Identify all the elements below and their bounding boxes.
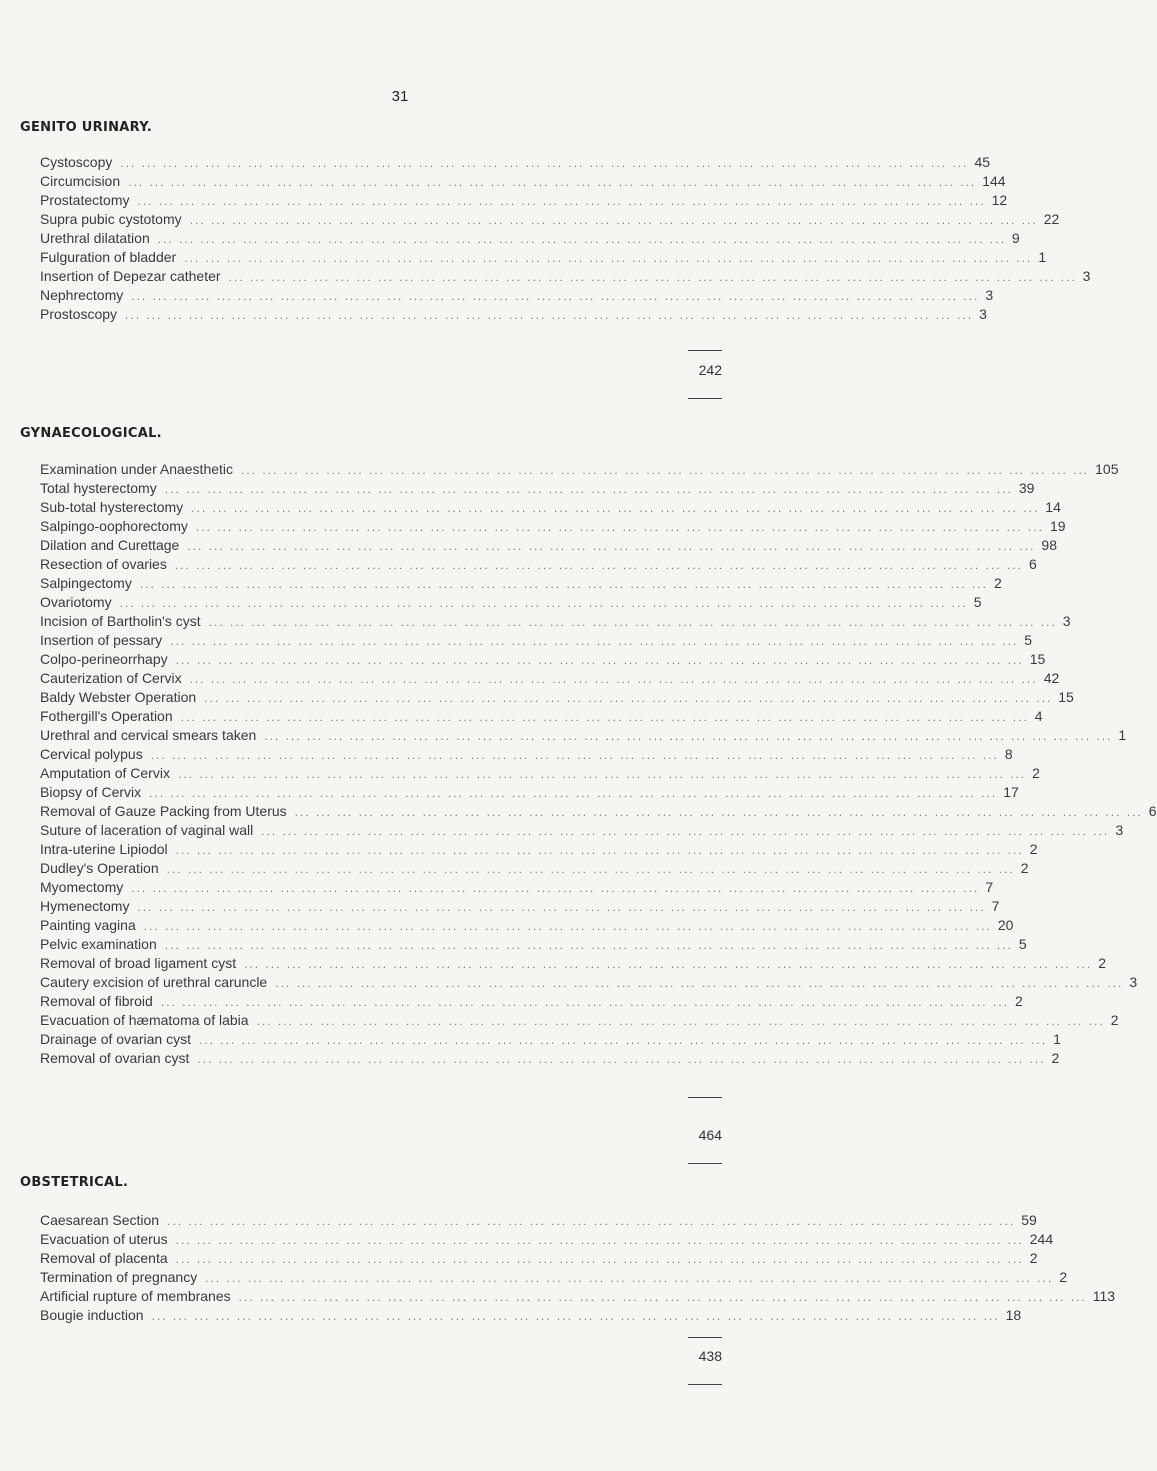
list-item [40,1211,1037,1230]
leader-dots: ... ... ... ... ... ... ... ... ... ... ... ... ... ... ... ... ... ... ... ... ... ... ... ... ... ... ... ... ... ... ... ... ... ... ... ... ... ... ... ... [294,805,1143,819]
item-count: 3 [985,287,994,303]
item-label: Fothergill's Operation [40,708,173,724]
item-count: 15 [1058,689,1074,705]
item-count: 2 [1029,1250,1038,1266]
list-item [40,612,1071,631]
item-label: Nephrectomy [40,287,124,303]
item-count: 2 [1051,1050,1060,1066]
leader-dots: ... ... ... ... ... ... ... ... ... ... ... ... ... ... ... ... ... ... ... ... ... ... ... ... ... ... ... ... ... ... ... ... ... ... ... ... ... ... ... ... [244,957,1093,971]
item-label: Incision of Bartholin's cyst [40,613,201,629]
leader-dots: ... ... ... ... ... ... ... ... ... ... ... ... ... ... ... ... ... ... ... ... ... ... ... ... ... ... ... ... ... ... ... ... ... ... ... ... ... ... ... ... [157,232,1006,246]
list-item [40,878,994,897]
list-item [40,305,987,324]
item-label: Evacuation of hæmatoma of labia [40,1012,249,1028]
item-count: 18 [1005,1307,1022,1323]
total-underline [688,398,722,399]
item-count: 244 [1029,1231,1054,1247]
item-label: Biopsy of Cervix [40,784,142,800]
item-count: 105 [1095,461,1119,477]
item-count: 12 [991,192,1008,208]
list-item [40,191,1008,210]
leader-dots: ... ... ... ... ... ... ... ... ... ... ... ... ... ... ... ... ... ... ... ... ... ... ... ... ... ... ... ... ... ... ... ... ... ... ... ... ... ... ... ... [264,729,1113,743]
list-item [40,479,1035,498]
item-count: 1 [1118,727,1127,743]
leader-dots: ... ... ... ... ... ... ... ... ... ... ... ... ... ... ... ... ... ... ... ... ... ... ... ... ... ... ... ... ... ... ... ... ... ... ... ... ... ... ... ... [177,767,1027,781]
list-item [40,669,1060,688]
item-label: Examination under Anaesthetic [40,461,234,477]
total-underline [688,1384,722,1385]
leader-dots: ... ... ... ... ... ... ... ... ... ... ... ... ... ... ... ... ... ... ... ... ... ... ... ... ... ... ... ... ... ... ... ... ... ... ... ... ... ... ... ... [191,501,1040,515]
list-item [40,802,1157,821]
leader-dots: ... ... ... ... ... ... ... ... ... ... ... ... ... ... ... ... ... ... ... ... ... ... ... ... ... ... ... ... ... ... ... ... ... ... ... ... ... ... ... ... [189,672,1038,686]
item-count: 1 [1038,249,1047,265]
leader-dots: ... ... ... ... ... ... ... ... ... ... ... ... ... ... ... ... ... ... ... ... ... ... ... ... ... ... ... ... ... ... ... ... ... ... ... ... ... ... ... ... [275,976,1124,990]
section-total: 464 [698,1127,722,1143]
item-label: Evacuation of uterus [40,1231,168,1247]
item-label: Total hysterectomy [40,480,157,496]
item-label: Ovariotomy [40,594,112,610]
leader-dots: ... ... ... ... ... ... ... ... ... ... ... ... ... ... ... ... ... ... ... ... ... ... ... ... ... ... ... ... ... ... ... ... ... ... ... ... ... ... ... ... [131,881,980,895]
item-label: Cystoscopy [40,154,113,170]
list-item [40,1249,1038,1268]
item-label: Drainage of ovarian cyst [40,1031,191,1047]
leader-dots: ... ... ... ... ... ... ... ... ... ... ... ... ... ... ... ... ... ... ... ... ... ... ... ... ... ... ... ... ... ... ... ... ... ... ... ... ... ... ... ... [228,270,1077,284]
list-item [40,1287,1116,1306]
item-label: Insertion of pessary [40,632,163,648]
item-label: Prostatectomy [40,192,130,208]
item-count: 6 [1148,803,1157,819]
item-label: Cauterization of Cervix [40,670,182,686]
item-label: Dilation and Curettage [40,537,180,553]
leader-dots: ... ... ... ... ... ... ... ... ... ... ... ... ... ... ... ... ... ... ... ... ... ... ... ... ... ... ... ... ... ... ... ... ... ... ... ... ... ... ... ... [167,1214,1016,1228]
item-count: 5 [973,594,982,610]
item-count: 20 [997,917,1014,933]
leader-dots: ... ... ... ... ... ... ... ... ... ... ... ... ... ... ... ... ... ... ... ... ... ... ... ... ... ... ... ... ... ... ... ... ... ... ... ... ... ... ... ... [189,213,1038,227]
subtotal-rule [688,1337,722,1338]
item-count: 45 [974,154,991,170]
item-list [40,460,1157,1068]
leader-dots: ... ... ... ... ... ... ... ... ... ... ... ... ... ... ... ... ... ... ... ... ... ... ... ... ... ... ... ... ... ... ... ... ... ... ... ... ... ... ... ... [170,634,1019,648]
list-item [40,916,1014,935]
item-count: 8 [1004,746,1013,762]
leader-dots: ... ... ... ... ... ... ... ... ... ... ... ... ... ... ... ... ... ... ... ... ... ... ... ... ... ... ... ... ... ... ... ... ... ... ... ... ... ... ... ... [184,251,1033,265]
leader-dots: ... ... ... ... ... ... ... ... ... ... ... ... ... ... ... ... ... ... ... ... ... ... ... ... ... ... ... ... ... ... ... ... ... ... ... ... ... ... ... ... [198,1033,1048,1047]
leader-dots: ... ... ... ... ... ... ... ... ... ... ... ... ... ... ... ... ... ... ... ... ... ... ... ... ... ... ... ... ... ... ... ... ... ... ... ... ... ... ... ... [164,938,1013,952]
leader-dots: ... ... ... ... ... ... ... ... ... ... ... ... ... ... ... ... ... ... ... ... ... ... ... ... ... ... ... ... ... ... ... ... ... ... ... ... ... ... ... ... [208,615,1057,629]
item-count: 2 [1020,860,1029,876]
leader-dots: ... ... ... ... ... ... ... ... ... ... ... ... ... ... ... ... ... ... ... ... ... ... ... ... ... ... ... ... ... ... ... ... ... ... ... ... ... ... ... ... [151,1309,1000,1323]
list-item [40,555,1037,574]
list-item [40,707,1043,726]
list-item [40,536,1057,555]
list-item [40,460,1119,479]
item-count: 2 [993,575,1002,591]
section-total: 438 [698,1348,722,1364]
item-list [40,1211,1116,1325]
leader-dots: ... ... ... ... ... ... ... ... ... ... ... ... ... ... ... ... ... ... ... ... ... ... ... ... ... ... ... ... ... ... ... ... ... ... ... ... ... ... ... ... [166,862,1015,876]
item-count: 3 [1062,613,1071,629]
item-count: 4 [1034,708,1043,724]
list-item [40,954,1106,973]
list-item [40,153,991,172]
item-label: Circumcision [40,173,121,189]
item-label: Amputation of Cervix [40,765,170,781]
item-label: Cervical polypus [40,746,143,762]
list-item [40,1049,1060,1068]
item-label: Urethral dilatation [40,230,150,246]
list-item [40,248,1047,267]
leader-dots: ... ... ... ... ... ... ... ... ... ... ... ... ... ... ... ... ... ... ... ... ... ... ... ... ... ... ... ... ... ... ... ... ... ... ... ... ... ... ... ... [197,1052,1046,1066]
list-item [40,726,1127,745]
leader-dots: ... ... ... ... ... ... ... ... ... ... ... ... ... ... ... ... ... ... ... ... ... ... ... ... ... ... ... ... ... ... ... ... ... ... ... ... ... ... ... ... [125,308,974,322]
leader-dots: ... ... ... ... ... ... ... ... ... ... ... ... ... ... ... ... ... ... ... ... ... ... ... ... ... ... ... ... ... ... ... ... ... ... ... ... ... ... ... ... [160,995,1009,1009]
item-label: Prostoscopy [40,306,118,322]
list-item [40,1268,1068,1287]
item-count: 3 [1129,974,1138,990]
item-label: Pelvic examination [40,936,157,952]
list-item [40,897,1000,916]
list-item [40,286,994,305]
list-item [40,840,1038,859]
list-item [40,688,1074,707]
total-underline [688,1163,722,1164]
item-count: 7 [991,898,1000,914]
leader-dots: ... ... ... ... ... ... ... ... ... ... ... ... ... ... ... ... ... ... ... ... ... ... ... ... ... ... ... ... ... ... ... ... ... ... ... ... ... ... ... ... [195,520,1044,534]
item-label: Salpingectomy [40,575,132,591]
item-count: 15 [1029,651,1046,667]
list-item [40,631,1033,650]
item-count: 2 [1110,1012,1119,1028]
item-count: 17 [1003,784,1019,800]
subtotal-rule [688,350,722,351]
list-item [40,574,1002,593]
item-count: 2 [1098,955,1106,971]
leader-dots: ... ... ... ... ... ... ... ... ... ... ... ... ... ... ... ... ... ... ... ... ... ... ... ... ... ... ... ... ... ... ... ... ... ... ... ... ... ... ... ... [204,691,1053,705]
item-count: 19 [1049,518,1066,534]
item-label: Salpingo-oophorectomy [40,518,188,534]
item-count: 3 [979,306,987,322]
subtotal-rule [688,1097,722,1098]
item-label: Insertion of Depezar catheter [40,268,221,284]
leader-dots: ... ... ... ... ... ... ... ... ... ... ... ... ... ... ... ... ... ... ... ... ... ... ... ... ... ... ... ... ... ... ... ... ... ... ... ... ... ... ... ... [205,1271,1054,1285]
list-item [40,1230,1054,1249]
item-label: Cautery excision of urethral caruncle [40,974,268,990]
item-count: 1 [1053,1031,1061,1047]
item-label: Bougie induction [40,1307,144,1323]
item-count: 6 [1028,556,1037,572]
item-label: Removal of ovarian cyst [40,1050,190,1066]
list-item [40,935,1027,954]
leader-dots: ... ... ... ... ... ... ... ... ... ... ... ... ... ... ... ... ... ... ... ... ... ... ... ... ... ... ... ... ... ... ... ... ... ... ... ... ... ... ... ... [150,748,999,762]
item-count: 14 [1045,499,1061,515]
list-item [40,992,1023,1011]
leader-dots: ... ... ... ... ... ... ... ... ... ... ... ... ... ... ... ... ... ... ... ... ... ... ... ... ... ... ... ... ... ... ... ... ... ... ... ... ... ... ... ... [175,1233,1024,1247]
leader-dots: ... ... ... ... ... ... ... ... ... ... ... ... ... ... ... ... ... ... ... ... ... ... ... ... ... ... ... ... ... ... ... ... ... ... ... ... ... ... ... ... [175,1252,1024,1266]
leader-dots: ... ... ... ... ... ... ... ... ... ... ... ... ... ... ... ... ... ... ... ... ... ... ... ... ... ... ... ... ... ... ... ... ... ... ... ... ... ... ... ... [149,786,998,800]
list-item [40,172,1006,191]
leader-dots: ... ... ... ... ... ... ... ... ... ... ... ... ... ... ... ... ... ... ... ... ... ... ... ... ... ... ... ... ... ... ... ... ... ... ... ... ... ... ... ... [137,194,986,208]
item-label: Painting vagina [40,917,136,933]
item-label: Resection of ovaries [40,556,167,572]
item-label: Sub-total hysterectomy [40,499,184,515]
item-count: 2 [1032,765,1040,781]
list-item [40,267,1091,286]
item-label: Removal of broad ligament cyst [40,955,237,971]
section-heading: GYNAECOLOGICAL. [20,426,162,441]
item-count: 39 [1018,480,1035,496]
list-item [40,498,1061,517]
item-label: Fulguration of bladder [40,249,177,265]
item-count: 5 [1024,632,1033,648]
item-count: 98 [1041,537,1057,553]
leader-dots: ... ... ... ... ... ... ... ... ... ... ... ... ... ... ... ... ... ... ... ... ... ... ... ... ... ... ... ... ... ... ... ... ... ... ... ... ... ... ... ... [187,539,1036,553]
item-label: Urethral and cervical smears taken [40,727,257,743]
section-heading: GENITO URINARY. [20,120,153,135]
item-count: 42 [1043,670,1060,686]
list-item [40,650,1046,669]
section-total: 242 [698,362,722,378]
leader-dots: ... ... ... ... ... ... ... ... ... ... ... ... ... ... ... ... ... ... ... ... ... ... ... ... ... ... ... ... ... ... ... ... ... ... ... ... ... ... ... ... [164,482,1013,496]
item-label: Hymenectomy [40,898,130,914]
item-label: Suture of laceration of vaginal wall [40,822,254,838]
list-item [40,745,1013,764]
list-item [40,593,982,612]
item-count: 3 [1082,268,1091,284]
leader-dots: ... ... ... ... ... ... ... ... ... ... ... ... ... ... ... ... ... ... ... ... ... ... ... ... ... ... ... ... ... ... ... ... ... ... ... ... ... ... ... ... [175,653,1024,667]
item-label: Colpo-perineorrhapy [40,651,168,667]
item-count: 2 [1059,1269,1068,1285]
item-count: 2 [1029,841,1038,857]
leader-dots: ... ... ... ... ... ... ... ... ... ... ... ... ... ... ... ... ... ... ... ... ... ... ... ... ... ... ... ... ... ... ... ... ... ... ... ... ... ... ... ... [238,1290,1087,1304]
item-label: Dudley's Operation [40,860,159,876]
item-label: Caesarean Section [40,1212,160,1228]
item-count: 144 [982,173,1006,189]
page-number: 31 [391,88,409,105]
list-item [40,1306,1022,1325]
item-label: Removal of Gauze Packing from Uterus [40,803,287,819]
item-label: Intra-uterine Lipiodol [40,841,168,857]
item-count: 59 [1021,1212,1037,1228]
leader-dots: ... ... ... ... ... ... ... ... ... ... ... ... ... ... ... ... ... ... ... ... ... ... ... ... ... ... ... ... ... ... ... ... ... ... ... ... ... ... ... ... [131,289,980,303]
item-count: 3 [1115,822,1124,838]
leader-dots: ... ... ... ... ... ... ... ... ... ... ... ... ... ... ... ... ... ... ... ... ... ... ... ... ... ... ... ... ... ... ... ... ... ... ... ... ... ... ... ... [143,919,992,933]
list-item [40,1030,1061,1049]
leader-dots: ... ... ... ... ... ... ... ... ... ... ... ... ... ... ... ... ... ... ... ... ... ... ... ... ... ... ... ... ... ... ... ... ... ... ... ... ... ... ... ... [180,710,1029,724]
list-item [40,973,1138,992]
item-count: 22 [1043,211,1060,227]
list-item [40,859,1029,878]
leader-dots: ... ... ... ... ... ... ... ... ... ... ... ... ... ... ... ... ... ... ... ... ... ... ... ... ... ... ... ... ... ... ... ... ... ... ... ... ... ... ... ... [128,175,977,189]
list-item [40,764,1040,783]
item-count: 2 [1014,993,1023,1009]
item-label: Myomectomy [40,879,124,895]
leader-dots: ... ... ... ... ... ... ... ... ... ... ... ... ... ... ... ... ... ... ... ... ... ... ... ... ... ... ... ... ... ... ... ... ... ... ... ... ... ... ... ... [120,156,969,170]
item-label: Removal of fibroid [40,993,153,1009]
leader-dots: ... ... ... ... ... ... ... ... ... ... ... ... ... ... ... ... ... ... ... ... ... ... ... ... ... ... ... ... ... ... ... ... ... ... ... ... ... ... ... ... [139,577,988,591]
item-count: 9 [1011,230,1020,246]
item-count: 113 [1092,1288,1116,1304]
item-label: Removal of placenta [40,1250,168,1266]
leader-dots: ... ... ... ... ... ... ... ... ... ... ... ... ... ... ... ... ... ... ... ... ... ... ... ... ... ... ... ... ... ... ... ... ... ... ... ... ... ... ... ... [174,558,1023,572]
item-label: Termination of pregnancy [40,1269,198,1285]
list-item [40,517,1066,536]
leader-dots: ... ... ... ... ... ... ... ... ... ... ... ... ... ... ... ... ... ... ... ... ... ... ... ... ... ... ... ... ... ... ... ... ... ... ... ... ... ... ... ... [119,596,968,610]
item-count: 5 [1018,936,1027,952]
item-label: Artificial rupture of membranes [40,1288,231,1304]
list-item [40,783,1019,802]
leader-dots: ... ... ... ... ... ... ... ... ... ... ... ... ... ... ... ... ... ... ... ... ... ... ... ... ... ... ... ... ... ... ... ... ... ... ... ... ... ... ... ... [261,824,1110,838]
item-list [40,153,1091,324]
list-item [40,229,1020,248]
leader-dots: ... ... ... ... ... ... ... ... ... ... ... ... ... ... ... ... ... ... ... ... ... ... ... ... ... ... ... ... ... ... ... ... ... ... ... ... ... ... ... ... [175,843,1024,857]
leader-dots: ... ... ... ... ... ... ... ... ... ... ... ... ... ... ... ... ... ... ... ... ... ... ... ... ... ... ... ... ... ... ... ... ... ... ... ... ... ... ... ... [256,1014,1105,1028]
list-item [40,1011,1119,1030]
item-label: Baldy Webster Operation [40,689,197,705]
list-item [40,210,1060,229]
list-item [40,821,1124,840]
section-heading: OBSTETRICAL. [20,1175,129,1190]
leader-dots: ... ... ... ... ... ... ... ... ... ... ... ... ... ... ... ... ... ... ... ... ... ... ... ... ... ... ... ... ... ... ... ... ... ... ... ... ... ... ... ... [241,463,1090,477]
item-label: Supra pubic cystotomy [40,211,182,227]
item-count: 7 [985,879,994,895]
leader-dots: ... ... ... ... ... ... ... ... ... ... ... ... ... ... ... ... ... ... ... ... ... ... ... ... ... ... ... ... ... ... ... ... ... ... ... ... ... ... ... ... [137,900,986,914]
